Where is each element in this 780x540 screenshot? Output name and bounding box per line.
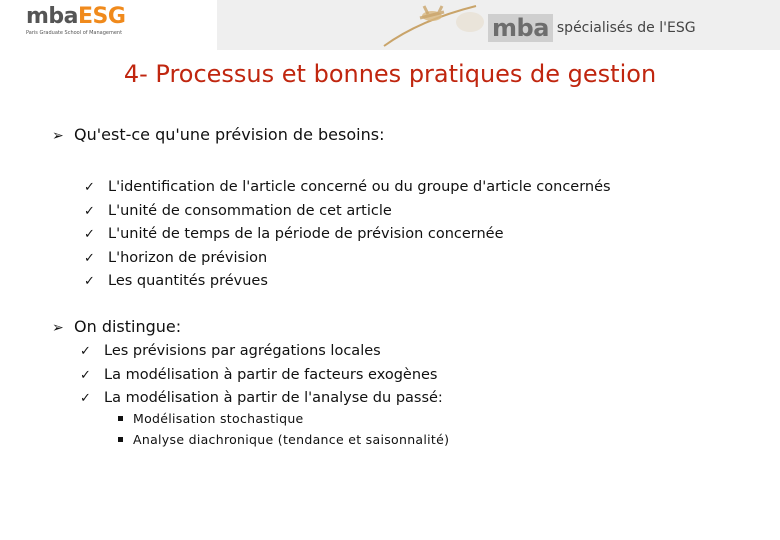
sublist-item [118,429,449,450]
list-item-text: L'unité de consommation de cet article [108,202,392,219]
list-item-text: Les prévisions par agrégations locales [104,343,381,359]
section-2-list [80,340,443,411]
list-item-text: Les quantités prévues [108,273,268,289]
logo-text [26,6,125,28]
checkmark-icon: ✓ [84,203,95,219]
logo-subtitle: Paris Graduate School of Management [26,30,123,36]
logo [0,0,203,50]
arrow-bullet-icon: ➢ [52,320,64,336]
list-item [84,247,611,271]
pole-vaulter-graphic [380,0,500,50]
section-1-list [84,176,611,294]
square-bullet-icon [118,437,123,442]
list-item [84,176,611,200]
list-item [84,223,611,247]
header-banner [0,0,780,50]
checkmark-icon: ✓ [80,344,91,359]
section-heading-2-text: On distingue: [74,317,182,336]
brand-tagline: spécialisés de l'ESG [556,20,696,36]
list-item [84,270,611,294]
checkmark-icon: ✓ [80,367,91,383]
checkmark-icon: ✓ [84,250,95,266]
checkmark-icon: ✓ [80,391,91,406]
list-item-text: La modélisation à partir de l'analyse du passé: [104,390,443,406]
list-item [80,340,443,364]
list-item [80,387,443,411]
list-item-text: La modélisation à partir de facteurs exogènes [104,366,438,383]
checkmark-icon: ✓ [84,274,95,289]
section-heading-2 [52,317,181,336]
list-item-text: L'identification de l'article concerné ou du groupe d'article concernés [108,179,611,195]
arrow-bullet-icon: ➢ [52,128,64,144]
logo-text-mba: mba [26,4,79,29]
section-heading-1-text: Qu'est-ce qu'une prévision de besoins: [74,125,385,144]
section-heading-1 [52,125,384,144]
sublist-item-text: Analyse diachronique (tendance et saisonnalité) [133,432,450,447]
list-item-text: L'horizon de prévision [108,249,268,266]
brand-mba: mba [488,14,553,42]
header-divider [203,0,217,50]
brand-logo [488,14,696,44]
sublist-item-text: Modélisation stochastique [133,411,304,426]
list-item [84,200,611,224]
logo-text-esg: ESG [78,4,126,29]
sublist-item [118,408,449,429]
page-title: 4- Processus et bonnes pratiques de gestion [123,60,657,88]
list-item [80,364,443,388]
checkmark-icon: ✓ [84,227,95,242]
square-bullet-icon [118,416,123,421]
section-2-sublist [118,408,449,450]
list-item-text: L'unité de temps de la période de prévision concernée [108,226,504,242]
checkmark-icon: ✓ [84,180,95,195]
